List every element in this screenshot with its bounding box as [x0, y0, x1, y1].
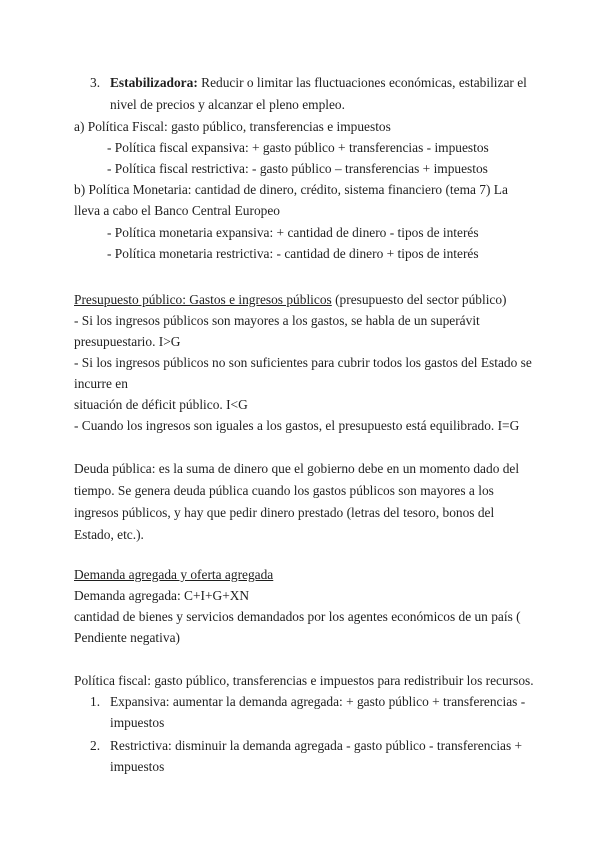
demanda-heading: Demanda agregada y oferta agregada	[74, 567, 274, 582]
fiscal-expansiva: - Política fiscal expansiva: + gasto público + transferencias - impuestos	[107, 140, 489, 155]
presupuesto-line-3: - Si los ingresos públicos no son suficientes para cubrir todos los gastos del Estado se	[74, 355, 532, 370]
monetaria-expansiva: - Política monetaria expansiva: + cantidad de dinero - tipos de interés	[107, 225, 479, 240]
presupuesto-line-6: - Cuando los ingresos son iguales a los gastos, el presupuesto está equilibrado. I=G	[74, 418, 520, 433]
demanda-line-3: Pendiente negativa)	[74, 630, 180, 645]
fiscal-heading: a) Política Fiscal: gasto público, transferencias e impuestos	[74, 119, 391, 134]
demanda-line-1: Demanda agregada: C+I+G+XN	[74, 588, 250, 603]
estabilizadora-line-1	[110, 74, 527, 92]
monetaria-heading-2: lleva a cabo el Banco Central Europeo	[74, 203, 280, 218]
presupuesto-heading-line	[74, 291, 507, 309]
presupuesto-line-5: situación de déficit público. I<G	[74, 397, 248, 412]
expansiva-line-1: Expansiva: aumentar la demanda agregada: + gasto público + transferencias -	[110, 694, 526, 709]
list-number-3: 3.	[90, 75, 101, 90]
demanda-line-2: cantidad de bienes y servicios demandados por los agentes económicos de un país (	[74, 609, 521, 624]
restrictiva-line-2: impuestos	[110, 759, 165, 774]
list-number-2: 2.	[90, 738, 101, 753]
deuda-line-1: Deuda pública: es la suma de dinero que el gobierno debe en un momento dado del	[74, 461, 520, 476]
expansiva-line-2: impuestos	[110, 715, 165, 730]
restrictiva-line-1: Restrictiva: disminuir la demanda agregada - gasto público - transferencias +	[110, 738, 523, 753]
presupuesto-heading: Presupuesto público: Gastos e ingresos públicos	[74, 292, 332, 307]
deuda-line-4: Estado, etc.).	[74, 527, 144, 542]
presupuesto-line-1: - Si los ingresos públicos son mayores a los gastos, se habla de un superávit	[74, 313, 480, 328]
monetaria-heading-1: b) Política Monetaria: cantidad de dinero, crédito, sistema financiero (tema 7) La	[74, 182, 508, 197]
fiscal-restrictiva: - Política fiscal restrictiva: - gasto público – transferencias + impuestos	[107, 161, 488, 176]
monetaria-restrictiva: - Política monetaria restrictiva: - cantidad de dinero + tipos de interés	[107, 246, 479, 261]
estabilizadora-text-1: Reducir o limitar las fluctuaciones económicas, estabilizar el	[201, 75, 527, 90]
presupuesto-line-2: presupuestario. I>G	[74, 334, 181, 349]
presupuesto-heading-note: (presupuesto del sector público)	[331, 292, 507, 307]
politica-fiscal-intro: Política fiscal: gasto público, transferencias e impuestos para redistribuir los recursos.	[74, 673, 534, 688]
presupuesto-line-4: incurre en	[74, 376, 128, 391]
deuda-line-3: ingresos públicos, y hay que pedir dinero prestado (letras del tesoro, bonos del	[74, 505, 495, 520]
estabilizadora-text-2: nivel de precios y alcanzar el pleno empleo.	[110, 97, 345, 112]
estabilizadora-title: Estabilizadora:	[110, 75, 198, 90]
deuda-line-2: tiempo. Se genera deuda pública cuando los gastos públicos son mayores a los	[74, 483, 494, 498]
list-number-1: 1.	[90, 694, 101, 709]
